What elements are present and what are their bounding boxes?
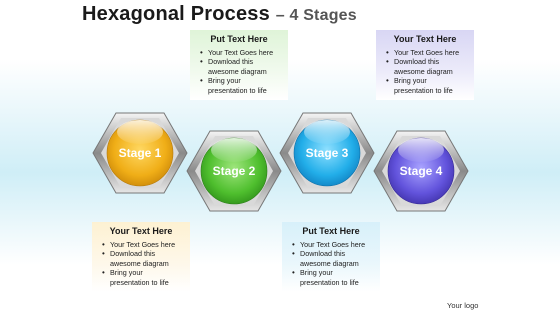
stage-3-label: Stage 3 bbox=[305, 146, 349, 160]
stage-4-label: Stage 4 bbox=[399, 164, 443, 178]
bullet-list bbox=[196, 48, 282, 95]
bullet-list bbox=[288, 240, 374, 287]
bullet-item: • Your Text Goes here bbox=[300, 240, 374, 249]
text-box-heading: Your Text Here bbox=[109, 226, 173, 236]
stage-2-label: Stage 2 bbox=[212, 164, 256, 178]
bullet-list bbox=[98, 240, 184, 287]
bullet-item: • Download this awesome diagram bbox=[208, 57, 282, 76]
bullet-item: • Your Text Goes here bbox=[110, 240, 184, 249]
bullet-item: • Bring your presentation to life bbox=[208, 76, 282, 95]
title-subtitle: – 4 Stages bbox=[275, 7, 357, 24]
stage-1-label: Stage 1 bbox=[118, 146, 162, 160]
text-box-stage-2 bbox=[190, 30, 288, 100]
bullet-item: • Download this awesome diagram bbox=[300, 249, 374, 268]
bullet-item: • Bring your presentation to life bbox=[300, 268, 374, 287]
bullet-item: • Bring your presentation to life bbox=[110, 268, 184, 287]
bullet-item: • Download this awesome diagram bbox=[394, 57, 468, 76]
bullet-item: • Your Text Goes here bbox=[208, 48, 282, 57]
text-box-heading: Put Text Here bbox=[210, 34, 268, 44]
bullet-item: • Download this awesome diagram bbox=[110, 249, 184, 268]
stage-3-hexagon bbox=[280, 113, 374, 193]
bullet-item: • Your Text Goes here bbox=[394, 48, 468, 57]
stage-4-hexagon bbox=[374, 131, 468, 211]
text-box-stage-3 bbox=[282, 222, 380, 292]
stage-1-hexagon bbox=[93, 113, 187, 193]
text-box-stage-1 bbox=[92, 222, 190, 292]
title-main: Hexagonal Process bbox=[82, 3, 270, 25]
stage-2-hexagon bbox=[187, 131, 281, 211]
bullet-list bbox=[382, 48, 468, 95]
text-box-stage-4 bbox=[376, 30, 474, 100]
text-box-heading: Put Text Here bbox=[302, 226, 360, 236]
text-box-heading: Your Text Here bbox=[393, 34, 457, 44]
bullet-item: • Bring your presentation to life bbox=[394, 76, 468, 95]
logo-placeholder: Your logo bbox=[447, 301, 479, 310]
